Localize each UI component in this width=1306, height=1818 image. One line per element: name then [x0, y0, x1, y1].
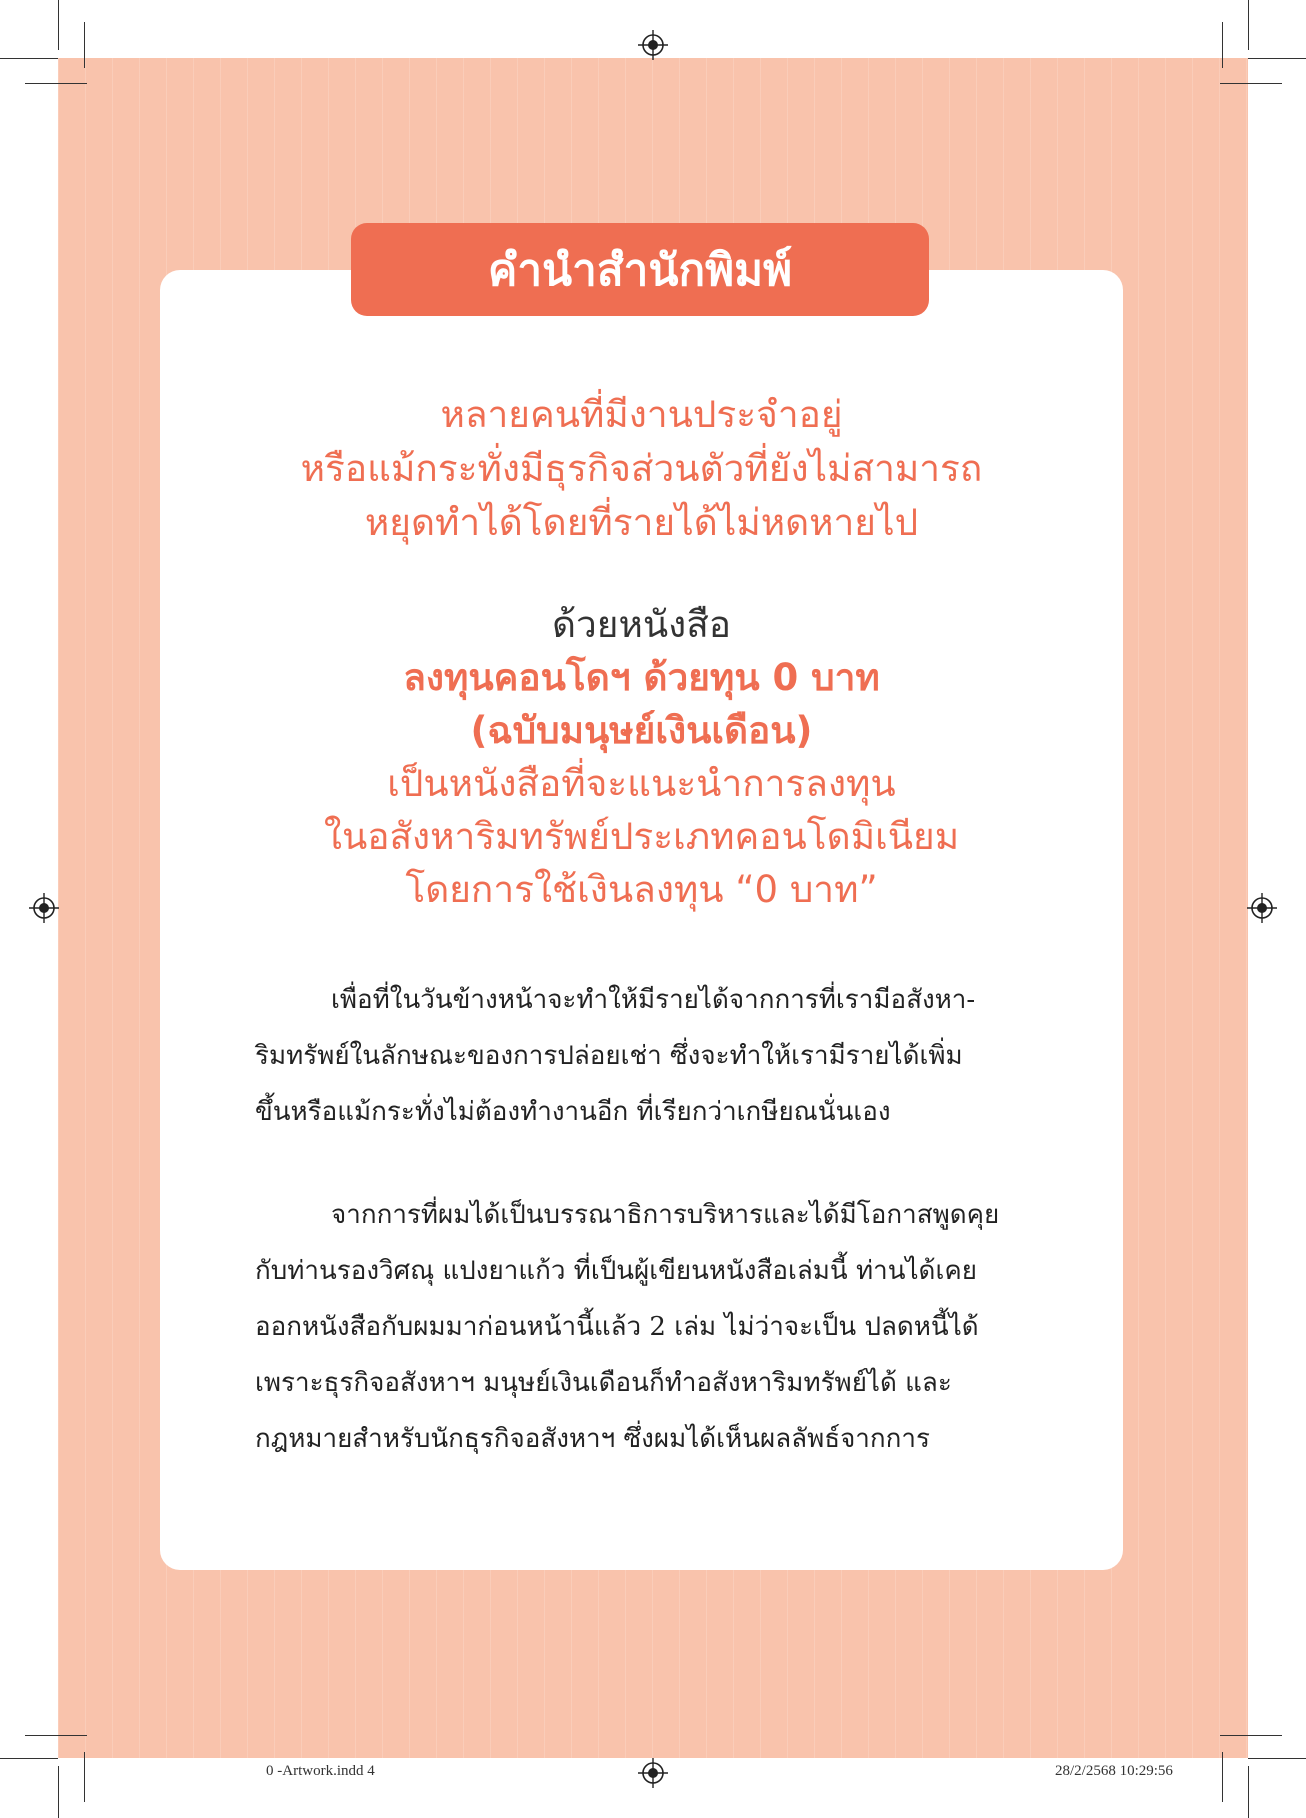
crop-mark	[1248, 1758, 1306, 1759]
crop-mark	[1248, 1766, 1249, 1818]
crop-mark	[1222, 22, 1223, 68]
paragraph-line: เพื่อที่ในวันข้างหน้าจะทำให้มีรายได้จากการที่เรามีอสังหา-	[331, 985, 976, 1015]
crop-mark	[84, 1752, 85, 1802]
paragraph-line: ขึ้นหรือแม้กระทั่งไม่ต้องทำงานอีก ที่เรียกว่าเกษียณนั่นเอง	[255, 1097, 891, 1127]
paragraph-line: กับท่านรองวิศณุ แปงยาแก้ว ที่เป็นผู้เขียนหนังสือเล่มนี้ ท่านได้เคย	[255, 1256, 977, 1286]
registration-mark-icon	[638, 30, 668, 60]
crop-mark	[0, 1758, 58, 1759]
registration-mark-icon	[1247, 893, 1277, 923]
intro-line: หลายคนที่มีงานประจำอยู่	[440, 393, 843, 436]
crop-mark	[25, 1735, 87, 1736]
crop-mark	[58, 1766, 59, 1818]
body-paragraph-1	[255, 972, 1025, 1140]
book-description-line: ในอสังหาริมทรัพย์ประเภทคอนโดมิเนียม	[323, 815, 960, 858]
page-title: คำนำสำนักพิมพ์	[351, 223, 929, 316]
body-paragraph-2	[255, 1187, 1025, 1467]
registration-mark-icon	[638, 1758, 668, 1788]
crop-mark	[1248, 58, 1306, 59]
paragraph-line: กฎหมายสำหรับนักธุรกิจอสังหาฯ ซึ่งผมได้เห็นผลลัพธ์จากการ	[255, 1424, 930, 1454]
book-subtitle: (ฉบับมนุษย์เงินเดือน)	[470, 709, 813, 752]
book-description-line: โดยการใช้เงินลงทุน “0 บาท”	[405, 868, 878, 911]
paragraph-line: จากการที่ผมได้เป็นบรรณาธิการบริหารและได้มีโอกาสพูดคุย	[331, 1200, 1000, 1230]
intro-line: หยุดทำได้โดยที่รายได้ไม่หดหายไป	[364, 501, 919, 544]
slug-timestamp: 28/2/2568 10:29:56	[1055, 1763, 1173, 1779]
crop-mark	[58, 0, 59, 50]
crop-mark	[84, 22, 85, 68]
crop-mark	[0, 58, 58, 59]
intro-headline	[160, 388, 1123, 550]
paragraph-line: ริมทรัพย์ในลักษณะของการปล่อยเช่า ซึ่งจะทำให้เรามีรายได้เพิ่ม	[255, 1041, 963, 1071]
paragraph-line: ออกหนังสือกับผมมาก่อนหน้านี้แล้ว 2 เล่ม ไม่ว่าจะเป็น ปลดหนี้ได้	[255, 1312, 979, 1342]
registration-mark-icon	[29, 893, 59, 923]
crop-mark	[1222, 1752, 1223, 1802]
intro-line: หรือแม้กระทั่งมีธุรกิจส่วนตัวที่ยังไม่สามารถ	[300, 447, 983, 490]
book-introduction	[160, 598, 1123, 916]
paragraph-line: เพราะธุรกิจอสังหาฯ มนุษย์เงินเดือนก็ทำอสังหาริมทรัพย์ได้ และ	[255, 1368, 952, 1398]
book-title: ลงทุนคอนโดฯ ด้วยทุน 0 บาท	[403, 656, 880, 699]
crop-mark	[25, 83, 87, 84]
crop-mark	[1248, 0, 1249, 50]
crop-mark	[1220, 83, 1282, 84]
book-description-line: เป็นหนังสือที่จะแนะนำการลงทุน	[387, 762, 896, 805]
slug-file-info: 0 -Artwork.indd 4	[266, 1763, 375, 1779]
book-lead: ด้วยหนังสือ	[551, 603, 732, 646]
crop-mark	[1220, 1735, 1282, 1736]
